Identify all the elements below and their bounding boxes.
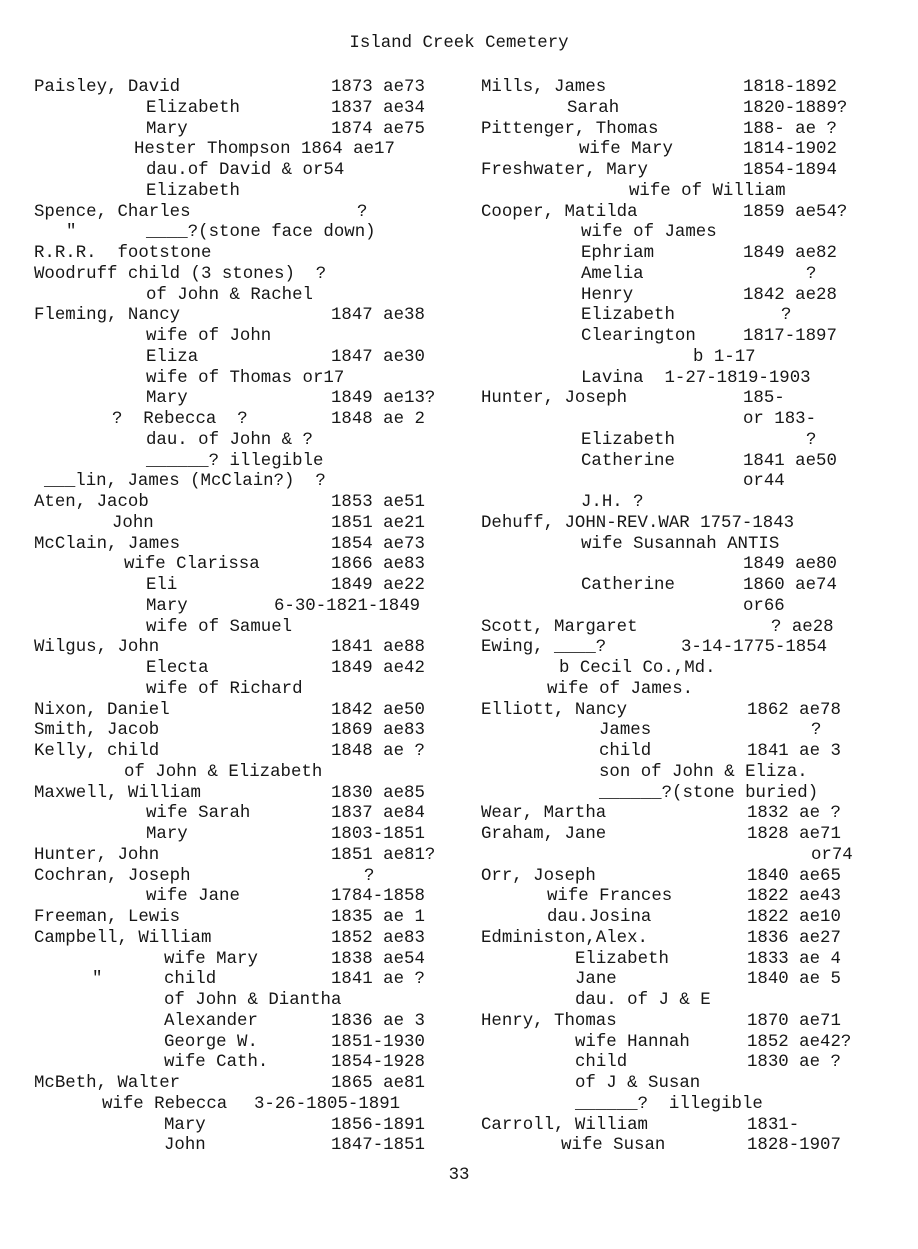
record-text: Edministon,Alex. xyxy=(481,928,648,948)
record-text: Paisley, David xyxy=(34,78,181,97)
record-line xyxy=(481,597,901,618)
record-text: 1842 ae28 xyxy=(743,285,837,305)
record-text: Dehuff, JOHN-REV.WAR 1757-1843 xyxy=(481,513,795,533)
record-line xyxy=(34,120,464,141)
record-text: Scott, Margaret xyxy=(481,617,638,637)
record-text: Kelly, child xyxy=(34,742,160,761)
record-line xyxy=(34,721,464,742)
record-line xyxy=(481,1074,901,1095)
record-text: Smith, Jacob xyxy=(34,721,160,741)
record-text: Hunter, Joseph xyxy=(481,389,628,409)
record-line xyxy=(481,887,901,908)
record-line xyxy=(34,1053,464,1074)
record-text: Hunter, John xyxy=(34,845,160,865)
record-text: 1830 ae ? xyxy=(747,1053,841,1073)
record-line xyxy=(481,1116,901,1137)
record-text: wife Cath. xyxy=(164,1053,269,1073)
record-line xyxy=(34,514,464,535)
record-text: Amelia xyxy=(581,264,644,284)
record-text: son of John & Eliza. xyxy=(599,762,808,782)
record-line xyxy=(34,950,464,971)
page-number: 33 xyxy=(448,1166,470,1185)
record-line xyxy=(34,389,464,410)
record-text: Mary xyxy=(146,825,188,844)
record-text: 1851 ae81? xyxy=(331,845,436,865)
record-line xyxy=(34,659,464,680)
record-text: Henry xyxy=(581,285,634,305)
record-text: 1842 ae50 xyxy=(331,700,425,720)
record-text: Nixon, Daniel xyxy=(34,700,170,720)
record-line xyxy=(481,1033,901,1054)
record-line xyxy=(481,120,901,141)
record-line xyxy=(34,618,464,639)
record-line xyxy=(481,99,901,120)
record-text: 1849 ae22 xyxy=(331,576,425,595)
record-text: Graham, Jane xyxy=(481,825,607,844)
record-line xyxy=(481,701,901,722)
record-line xyxy=(481,327,901,348)
record-text: Electa xyxy=(146,659,209,678)
record-text: McClain, James xyxy=(34,534,181,554)
record-text: wife Susannah ANTIS xyxy=(581,534,780,554)
record-text: Clearington xyxy=(581,327,696,346)
record-text: 1841 ae ? xyxy=(331,970,425,990)
record-line xyxy=(34,555,464,576)
record-text: Alexander xyxy=(164,1011,258,1031)
record-text: 1840 ae65 xyxy=(747,866,841,886)
record-line xyxy=(34,887,464,908)
record-text: 1828 ae71 xyxy=(747,825,841,844)
record-text: child xyxy=(575,1053,628,1073)
record-line xyxy=(34,763,464,784)
right-column xyxy=(481,78,901,1157)
record-line xyxy=(481,929,901,950)
record-line xyxy=(34,825,464,846)
record-text: J.H. ? xyxy=(581,493,644,512)
record-text: Ewing, ____? xyxy=(481,638,607,658)
record-line xyxy=(481,306,901,327)
left-column xyxy=(34,78,464,1157)
record-text: wife Mary xyxy=(579,140,673,160)
record-text: child xyxy=(164,970,217,990)
record-text: 1866 ae83 xyxy=(331,555,425,575)
record-text: 1865 ae81 xyxy=(331,1074,425,1093)
record-text: 1856-1891 xyxy=(331,1115,425,1135)
record-text: 1803-1851 xyxy=(331,825,425,844)
record-text: ______? illegible xyxy=(575,1094,763,1114)
record-line xyxy=(481,389,901,410)
record-text: 1873 ae73 xyxy=(331,78,425,97)
record-line xyxy=(481,431,901,452)
record-text: 1849 ae82 xyxy=(743,244,837,263)
record-text: 1853 ae51 xyxy=(331,493,425,512)
record-text: Cochran, Joseph xyxy=(34,866,191,886)
record-text: 1854 ae73 xyxy=(331,534,425,554)
record-line xyxy=(34,286,464,307)
record-text: Elizabeth xyxy=(146,181,240,201)
record-line xyxy=(34,452,464,473)
record-text: John xyxy=(164,1136,206,1156)
record-line xyxy=(481,970,901,991)
record-line xyxy=(481,908,901,929)
record-line xyxy=(34,701,464,722)
record-text: George W. xyxy=(164,1032,258,1052)
record-text: 1784-1858 xyxy=(331,887,425,907)
record-text: wife Jane xyxy=(146,887,240,907)
record-text: of John & Rachel xyxy=(146,285,313,305)
record-text: 3-26-1805-1891 xyxy=(254,1094,401,1114)
record-line xyxy=(481,514,901,535)
record-line xyxy=(34,493,464,514)
record-text: Ephriam xyxy=(581,244,655,263)
record-line xyxy=(34,410,464,431)
record-line xyxy=(34,1074,464,1095)
record-text: of John & Diantha xyxy=(164,991,342,1010)
record-text: Elizabeth xyxy=(575,949,669,969)
record-line xyxy=(481,763,901,784)
record-text: 1862 ae78 xyxy=(747,700,841,720)
record-line xyxy=(481,950,901,971)
record-line xyxy=(34,867,464,888)
record-text: 1832 ae ? xyxy=(747,804,841,824)
record-text: 1838 ae54 xyxy=(331,949,425,969)
record-text: 1869 ae83 xyxy=(331,721,425,741)
record-text: or44 xyxy=(743,472,785,492)
record-line xyxy=(481,721,901,742)
record-text: of John & Elizabeth xyxy=(124,762,323,782)
record-line xyxy=(34,265,464,286)
record-text: R.R.R. footstone xyxy=(34,244,212,263)
record-text: 1852 ae42? xyxy=(747,1032,852,1052)
record-line xyxy=(481,348,901,369)
record-text: 1818-1892 xyxy=(743,78,837,97)
record-line xyxy=(481,1053,901,1074)
record-text: Woodruff child (3 stones) ? xyxy=(34,264,327,284)
record-text: 1847 ae30 xyxy=(331,347,425,367)
record-text: Lavina 1-27-1819-1903 xyxy=(581,368,811,388)
record-text: 1814-1902 xyxy=(743,140,837,160)
record-line xyxy=(481,244,901,265)
record-line xyxy=(34,742,464,763)
record-text: 1860 ae74 xyxy=(743,576,837,595)
record-line xyxy=(34,576,464,597)
record-line xyxy=(481,410,901,431)
record-line xyxy=(481,618,901,639)
record-line xyxy=(34,1116,464,1137)
record-text: child xyxy=(599,742,652,761)
record-text: ? Rebecca ? xyxy=(112,410,248,429)
record-line xyxy=(481,161,901,182)
record-text: dau.of David & or54 xyxy=(146,161,345,180)
record-text: dau. of John & ? xyxy=(146,430,313,450)
record-line xyxy=(34,535,464,556)
record-text: 1817-1897 xyxy=(743,327,837,346)
record-text: McBeth, Walter xyxy=(34,1074,181,1093)
record-text: 1841 ae50 xyxy=(743,451,837,471)
record-text: 185- xyxy=(743,389,785,409)
record-text: 1849 ae80 xyxy=(743,555,837,575)
record-text: 1849 ae42 xyxy=(331,659,425,678)
record-line xyxy=(34,306,464,327)
record-text: wife of Samuel xyxy=(146,617,293,637)
record-text: Wilgus, John xyxy=(34,638,160,658)
record-line xyxy=(481,286,901,307)
record-text: 1870 ae71 xyxy=(747,1011,841,1031)
record-text: 1854-1894 xyxy=(743,161,837,180)
record-text: 1847 ae38 xyxy=(331,306,425,326)
record-text: wife Susan xyxy=(561,1136,666,1156)
record-text: Orr, Joseph xyxy=(481,866,596,886)
record-text: Wear, Martha xyxy=(481,804,607,824)
record-line xyxy=(481,493,901,514)
record-text: ? xyxy=(781,306,792,326)
record-text: dau. of J & E xyxy=(575,991,711,1010)
record-line xyxy=(34,369,464,390)
record-text: 1848 ae ? xyxy=(331,742,425,761)
record-text: 1859 ae54? xyxy=(743,202,848,222)
record-text: wife of William xyxy=(629,181,786,201)
record-text: 1837 ae84 xyxy=(331,804,425,824)
record-text: 1828-1907 xyxy=(747,1136,841,1156)
record-text: 1836 ae27 xyxy=(747,928,841,948)
record-line xyxy=(34,223,464,244)
record-text: 1852 ae83 xyxy=(331,928,425,948)
record-line xyxy=(481,804,901,825)
record-line xyxy=(34,804,464,825)
record-text: b Cecil Co.,Md. xyxy=(559,659,716,678)
record-line xyxy=(481,680,901,701)
record-text: 1822 ae10 xyxy=(747,908,841,927)
record-text: ____?(stone face down) xyxy=(146,223,376,243)
record-text: 1836 ae 3 xyxy=(331,1011,425,1031)
record-text: John xyxy=(112,513,154,533)
record-line xyxy=(481,78,901,99)
record-text: wife of Richard xyxy=(146,679,303,699)
record-line xyxy=(34,1033,464,1054)
record-line xyxy=(34,638,464,659)
record-text: Elizabeth xyxy=(581,306,675,326)
record-line xyxy=(34,1136,464,1157)
record-text: 1848 ae 2 xyxy=(331,410,425,429)
record-text: 1854-1928 xyxy=(331,1053,425,1073)
record-text: Catherine xyxy=(581,576,675,595)
record-line xyxy=(34,846,464,867)
record-text: Campbell, William xyxy=(34,928,212,948)
record-line xyxy=(34,908,464,929)
record-text: Pittenger, Thomas xyxy=(481,119,659,139)
record-text: 3-14-1775-1854 xyxy=(681,638,828,658)
record-line xyxy=(481,825,901,846)
record-line xyxy=(481,638,901,659)
record-text: 1835 ae 1 xyxy=(331,908,425,927)
record-text: Hester Thompson 1864 ae17 xyxy=(134,140,395,160)
record-text: wife of James. xyxy=(547,679,694,699)
record-line xyxy=(34,472,464,493)
record-line xyxy=(34,1012,464,1033)
record-line xyxy=(34,784,464,805)
record-text: Elizabeth xyxy=(581,430,675,450)
record-text: wife Frances xyxy=(547,887,673,907)
record-line xyxy=(34,680,464,701)
record-text: 6-30-1821-1849 xyxy=(274,596,421,616)
record-line xyxy=(481,867,901,888)
record-text: wife Hannah xyxy=(575,1032,690,1052)
record-line xyxy=(481,784,901,805)
record-line xyxy=(34,348,464,369)
record-text: 1837 ae34 xyxy=(331,98,425,118)
record-text: 1851-1930 xyxy=(331,1032,425,1052)
record-text: Mary xyxy=(164,1115,206,1135)
record-text: 1833 ae 4 xyxy=(747,949,841,969)
record-line xyxy=(481,555,901,576)
record-line xyxy=(34,244,464,265)
record-text: 1847-1851 xyxy=(331,1136,425,1156)
record-text: Mary xyxy=(146,119,188,139)
record-line xyxy=(481,452,901,473)
record-text: Catherine xyxy=(581,451,675,471)
record-text: ? xyxy=(806,264,817,284)
record-text: Fleming, Nancy xyxy=(34,306,181,326)
record-text: 1840 ae 5 xyxy=(747,970,841,990)
record-text: Elizabeth xyxy=(146,98,240,118)
record-text: wife Clarissa xyxy=(124,555,260,575)
record-text: Eliza xyxy=(146,347,199,367)
record-text: Freshwater, Mary xyxy=(481,161,648,180)
record-line xyxy=(34,99,464,120)
record-text: wife Sarah xyxy=(146,804,251,824)
record-text: Freeman, Lewis xyxy=(34,908,181,927)
record-text: wife of John xyxy=(146,327,272,346)
record-text: wife of James xyxy=(581,223,717,243)
record-text: dau.Josina xyxy=(547,908,652,927)
record-text: 1849 ae13? xyxy=(331,389,436,409)
record-line xyxy=(481,1136,901,1157)
record-text: ? ae28 xyxy=(771,617,834,637)
record-line xyxy=(34,929,464,950)
record-text: wife Rebecca xyxy=(102,1094,228,1114)
record-text: ? xyxy=(811,721,822,741)
record-line xyxy=(481,991,901,1012)
record-line xyxy=(481,659,901,680)
record-line xyxy=(34,431,464,452)
record-text: 1841 ae 3 xyxy=(747,742,841,761)
record-line xyxy=(34,161,464,182)
record-line xyxy=(481,472,901,493)
record-text: 1874 ae75 xyxy=(331,119,425,139)
record-text: Maxwell, William xyxy=(34,783,201,803)
record-line xyxy=(481,223,901,244)
record-line xyxy=(481,846,901,867)
record-text: ? xyxy=(364,866,375,886)
record-line xyxy=(481,182,901,203)
record-line xyxy=(481,369,901,390)
record-line xyxy=(481,535,901,556)
record-text: or 183- xyxy=(743,410,817,429)
record-text: Spence, Charles xyxy=(34,202,191,222)
record-text: 1851 ae21 xyxy=(331,513,425,533)
record-text: 1831- xyxy=(747,1115,800,1135)
record-text: Jane xyxy=(575,970,617,990)
record-text: ______?(stone buried) xyxy=(599,783,819,803)
record-line xyxy=(34,203,464,224)
record-text: " xyxy=(92,970,103,990)
record-text: ? xyxy=(357,202,368,222)
record-text: Cooper, Matilda xyxy=(481,202,638,222)
record-text: Eli xyxy=(146,576,178,595)
record-line xyxy=(481,1012,901,1033)
record-text: of J & Susan xyxy=(575,1074,701,1093)
record-text: 1822 ae43 xyxy=(747,887,841,907)
record-text: or74 xyxy=(811,845,853,865)
record-line xyxy=(481,140,901,161)
record-line xyxy=(34,970,464,991)
record-line xyxy=(34,597,464,618)
record-line xyxy=(34,140,464,161)
record-text: 1830 ae85 xyxy=(331,783,425,803)
record-text: Henry, Thomas xyxy=(481,1011,617,1031)
record-text: " xyxy=(66,223,77,243)
record-text: 188- ae ? xyxy=(743,119,837,139)
record-text: or66 xyxy=(743,596,785,616)
record-text: James xyxy=(599,721,652,741)
record-text: ______? illegible xyxy=(146,451,324,471)
record-line xyxy=(481,203,901,224)
record-text: Elliott, Nancy xyxy=(481,700,628,720)
record-text: Sarah xyxy=(567,98,620,118)
record-text: wife of Thomas or17 xyxy=(146,368,345,388)
record-line xyxy=(481,1095,901,1116)
record-line xyxy=(34,182,464,203)
record-line xyxy=(34,78,464,99)
record-text: ___lin, James (McClain?) ? xyxy=(44,472,326,492)
record-text: Carroll, William xyxy=(481,1115,648,1135)
record-text: wife Mary xyxy=(164,949,258,969)
record-line xyxy=(481,576,901,597)
record-text: 1841 ae88 xyxy=(331,638,425,658)
record-text: ? xyxy=(806,430,817,450)
record-line xyxy=(34,327,464,348)
record-text: Mary xyxy=(146,596,188,616)
record-text: Aten, Jacob xyxy=(34,493,149,512)
record-text: 1820-1889? xyxy=(743,98,848,118)
record-line xyxy=(481,265,901,286)
record-text: b 1-17 xyxy=(693,347,756,367)
record-line xyxy=(34,991,464,1012)
page-title: Island Creek Cemetery xyxy=(349,34,569,53)
record-text: Mills, James xyxy=(481,78,607,97)
record-line xyxy=(481,742,901,763)
record-line xyxy=(34,1095,464,1116)
record-text: Mary xyxy=(146,389,188,409)
